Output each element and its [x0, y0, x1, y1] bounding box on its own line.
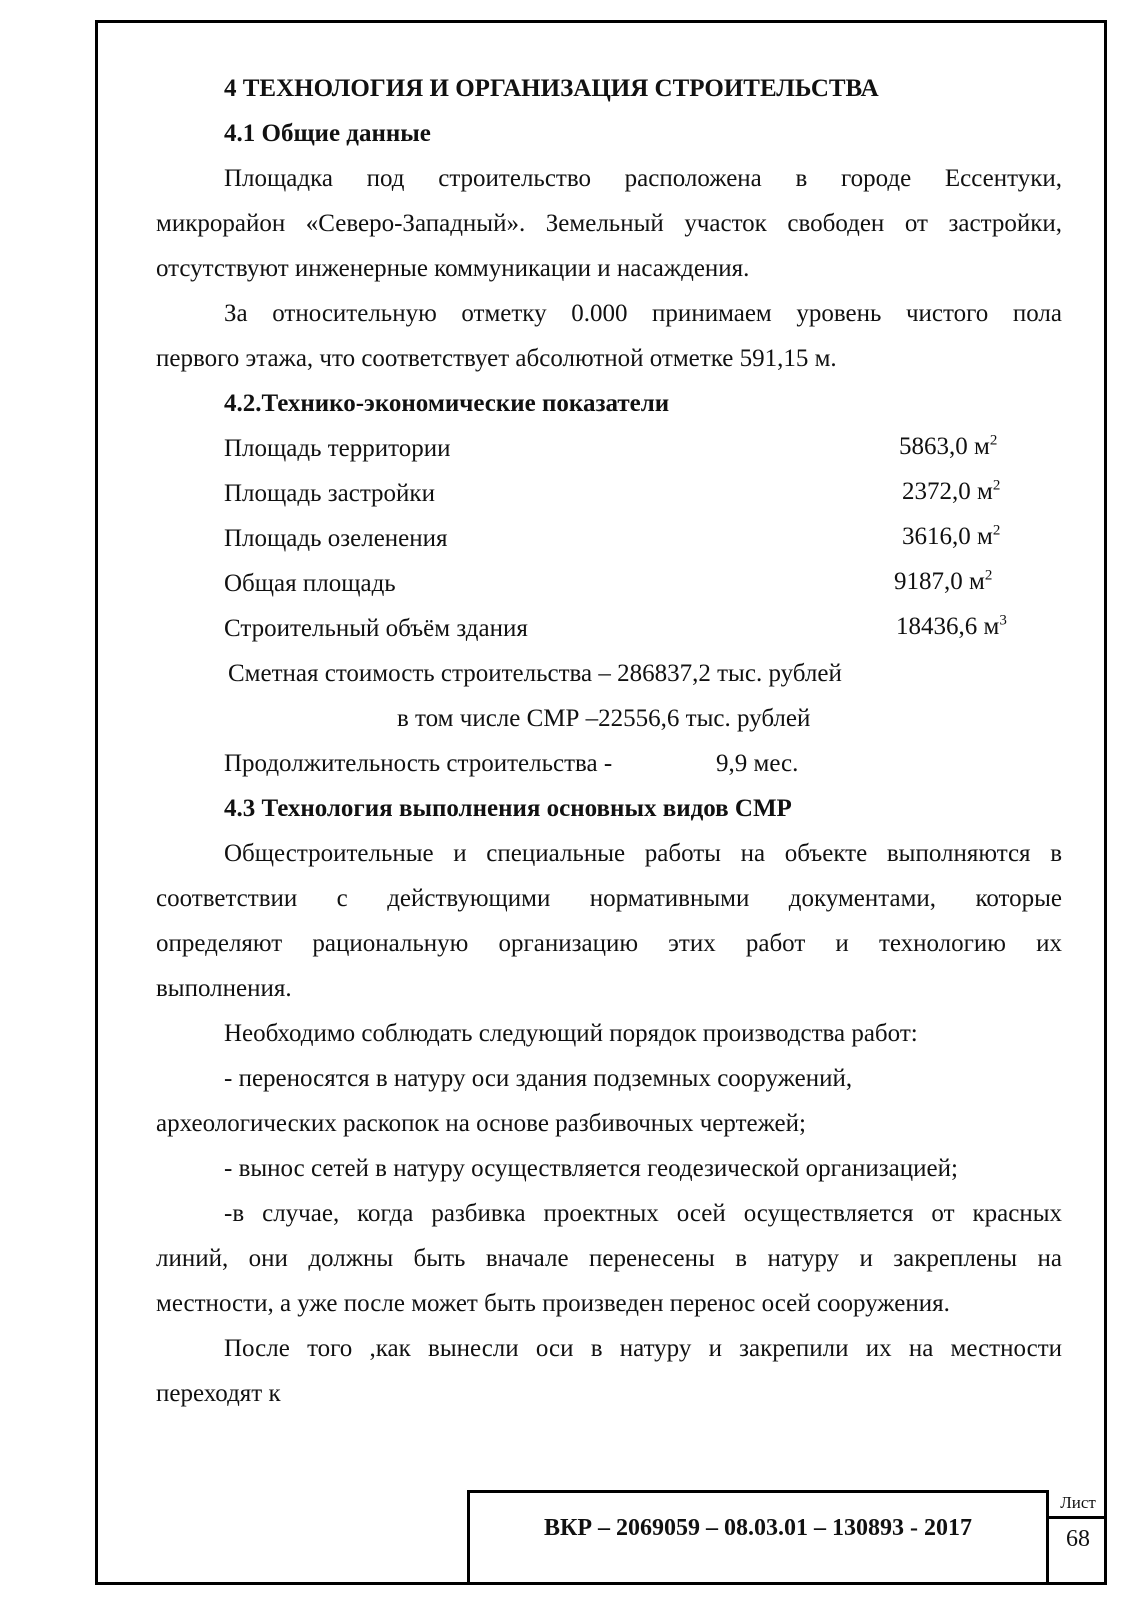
list-item-line: археологических раскопок на основе разбивочных чертежей;	[156, 1110, 806, 1137]
estimated-cost: Сметная стоимость строительства – 286837,2 тыс. рублей	[228, 660, 842, 687]
list-item-line: -в случае, когда разбивка проектных осей осуществляется от красных	[224, 1200, 1062, 1227]
paragraph-line: определяют рациональную организацию этих работ и технологию их	[156, 930, 1062, 957]
sheet-number-box	[1049, 1490, 1107, 1585]
list-item-line: - вынос сетей в натуру осуществляется геодезической организацией;	[224, 1155, 958, 1182]
indicator-value: 3616,0 $м^2$	[902, 522, 1001, 550]
estimated-cost-including: в том числе СМР –22556,6 тыс. рублей	[397, 705, 811, 732]
paragraph-line: соответствии с действующими нормативными документами, которые	[156, 885, 1062, 912]
paragraph-line: переходят к	[156, 1380, 281, 1407]
indicator-label: Площадь территории	[224, 435, 451, 462]
indicator-value: 5863,0 $м^2$	[899, 432, 998, 460]
paragraph-line: первого этажа, что соответствует абсолютной отметке 591,15 м.	[156, 345, 837, 372]
sheet-label: Лист	[1060, 1493, 1096, 1512]
paragraph-line: микрорайон «Северо-Западный». Земельный участок свободен от застройки,	[156, 210, 1062, 237]
paragraph-line: отсутствуют инженерные коммуникации и насаждения.	[156, 255, 750, 282]
indicator-value: 2372,0 $м^2$	[902, 477, 1001, 505]
sheet-divider	[1049, 1516, 1107, 1519]
duration-label: Продолжительность строительства -	[224, 750, 613, 777]
section-4-3-title: 4.3 Технология выполнения основных видов СМР	[224, 795, 792, 822]
list-item-line: линий, они должны быть вначале перенесены в натуру и закреплены на	[156, 1245, 1062, 1272]
indicator-value: 18436,6 $м^3$	[896, 612, 1007, 640]
duration-value: 9,9 мес.	[716, 750, 799, 777]
indicator-label: Площадь озеленения	[224, 525, 448, 552]
list-item-line: - переносятся в натуру оси здания подземных сооружений,	[224, 1065, 853, 1092]
paragraph-line: Общестроительные и специальные работы на объекте выполняются в	[224, 840, 1062, 867]
paragraph-line: За относительную отметку 0.000 принимаем уровень чистого пола	[224, 300, 1062, 327]
paragraph-line: Площадка под строительство расположена в городе Ессентуки,	[224, 165, 1062, 192]
chapter-heading: 4 ТЕХНОЛОГИЯ И ОРГАНИЗАЦИЯ СТРОИТЕЛЬСТВА	[224, 75, 879, 102]
indicator-value: 9187,0 $м^2$	[894, 567, 993, 595]
paragraph-line: Необходимо соблюдать следующий порядок производства работ:	[224, 1020, 918, 1047]
indicator-label: Общая площадь	[224, 570, 396, 597]
title-block	[467, 1490, 1049, 1585]
sheet-number: 68	[1066, 1526, 1090, 1552]
list-item-line: местности, а уже после может быть произведен перенос осей сооружения.	[156, 1290, 950, 1317]
paragraph-line: После того ,как вынесли оси в натуру и закрепили их на местности	[224, 1335, 1062, 1362]
paragraph-line: выполнения.	[156, 975, 292, 1002]
section-4-2-title: 4.2.Технико-экономические показатели	[224, 390, 670, 417]
document-code: ВКР – 2069059 – 08.03.01 – 130893 - 2017	[543, 1515, 973, 1541]
indicator-label: Площадь застройки	[224, 480, 435, 507]
indicator-label: Строительный объём здания	[224, 615, 528, 642]
section-4-1-title: 4.1 Общие данные	[224, 120, 431, 147]
